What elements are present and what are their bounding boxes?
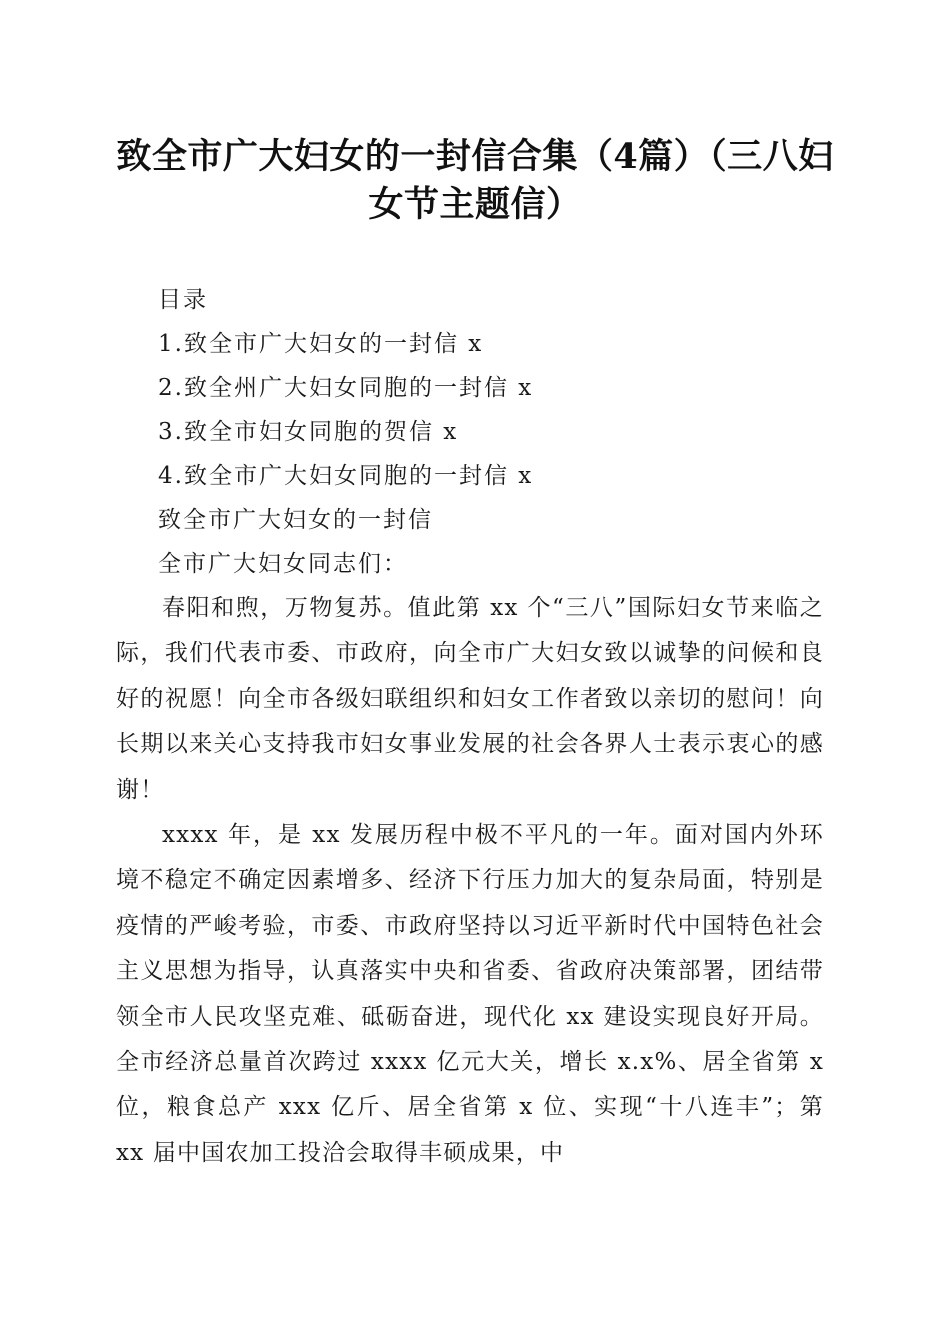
body-paragraph: xxxx 年，是 xx 发展历程中极不平凡的一年。面对国内外环境不稳定不确定因素增多、经济下行压力加大的复杂局面，特别是疫情的严峻考验，市委、市政府坚持以习近平新时代中国特色社会主义思想为指导，认真落实中央和省委、省政府决策部署，团结带领全市人民攻坚克难、砥砺奋进，现代化 xx 建设实现良好开局。全市经济总量首次跨过 xxxx 亿元大关，增长 x.x%、居全省第 x 位，粮食总产 xxx 亿斤、居全省第 x 位、实现“十八连丰”；第 xx 届中国农加工投洽会取得丰硕成果，中 xyxy=(116,822,824,1166)
toc-item[interactable]: 3.致全市妇女同胞的贺信 x xyxy=(158,419,459,445)
letter-title: 致全市广大妇女的一封信 xyxy=(158,507,433,533)
toc-item[interactable]: 4.致全市广大妇女同胞的一封信 x xyxy=(158,463,534,489)
letter-salutation: 全市广大妇女同志们： xyxy=(158,551,408,577)
document-title: 致全市广大妇女的一封信合集（4篇）（三八妇女节主题信） xyxy=(116,136,834,225)
table-of-contents xyxy=(158,278,818,586)
body-paragraph: 春阳和煦，万物复苏。值此第 xx 个“三八”国际妇女节来临之际，我们代表市委、市政府，向全市广大妇女致以诚挚的问候和良好的祝愿！向全市各级妇联组织和妇女工作者致以亲切的慰问！向长期以来关心支持我市妇女事业发展的社会各界人士表示衷心的感谢！ xyxy=(116,595,824,803)
toc-item[interactable]: 1.致全市广大妇女的一封信 x xyxy=(158,331,484,357)
toc-heading: 目录 xyxy=(158,287,208,313)
letter-body xyxy=(116,586,824,1176)
toc-item[interactable]: 2.致全州广大妇女同胞的一封信 x xyxy=(158,375,534,401)
